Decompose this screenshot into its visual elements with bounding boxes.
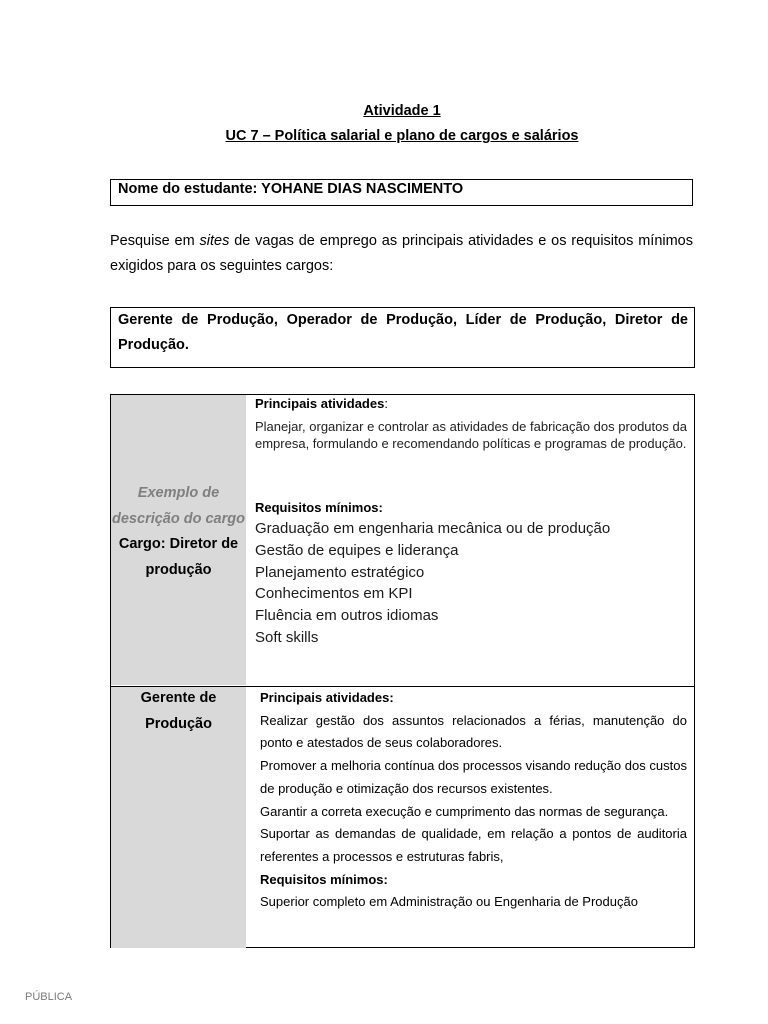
example-activities-text: Planejar, organizar e controlar as atividades de fabricação dos produtos da empresa, formulando e recomendando políticas e programas de produção. <box>255 419 687 451</box>
gerente-activity: Garantir a correta execução e cumprimento das normas de segurança. <box>260 803 669 819</box>
requirement-item: Soft skills <box>255 628 319 646</box>
example-italic-label: Exemplo de descrição do cargo <box>112 485 245 527</box>
document-title: Atividade 1 <box>363 103 441 119</box>
classification-footer: PÚBLICA <box>25 991 73 1003</box>
example-activities-heading-text: Principais atividades <box>255 396 385 411</box>
example-cargo-label: Cargo: Diretor de produção <box>118 536 239 578</box>
requirement-item: Planejamento estratégico <box>255 563 425 581</box>
requirement-item: Conhecimentos em KPI <box>255 585 413 603</box>
student-name: YOHANE DIAS NASCIMENTO <box>261 181 464 197</box>
example-content-cell <box>247 395 694 685</box>
gerente-label-cell <box>111 687 246 948</box>
gerente-requirements-heading: Requisitos mínimos: <box>260 871 388 887</box>
example-label-cell <box>111 395 246 685</box>
example-requirements-list <box>255 518 687 649</box>
instructions-paragraph <box>110 229 693 279</box>
gerente-content <box>260 687 687 914</box>
requirement-item: Gestão de equipes e liderança <box>255 541 459 559</box>
roles-box <box>110 307 695 368</box>
intro-before: Pesquise em <box>110 233 200 249</box>
roles-list: Gerente de Produção, Operador de Produção, Líder de Produção, Diretor de Produção. <box>118 312 688 353</box>
example-activities-colon: : <box>384 396 388 411</box>
gerente-label: Gerente de Produção <box>140 690 217 732</box>
gerente-activity: Realizar gestão dos assuntos relacionados a férias, manutenção do ponto e atestados de seus colaboradores. <box>260 712 687 751</box>
example-row <box>111 395 694 685</box>
gerente-activity: Suportar as demandas de qualidade, em relação a pontos de auditoria referentes a processos e estruturas fabris, <box>260 826 687 864</box>
requirement-item: Fluência em outros idiomas <box>255 607 439 625</box>
gerente-activities-heading: Principais atividades: <box>260 690 394 705</box>
job-description-table <box>110 394 695 948</box>
example-requirements-heading: Requisitos mínimos: <box>255 500 383 515</box>
student-label: Nome do estudante: <box>118 181 258 197</box>
gerente-requirement: Superior completo em Administração ou Engenharia de Produção <box>260 894 638 910</box>
intro-after: de vagas de emprego as principais atividades e os requisitos mínimos exigidos para os seguintes cargos: <box>110 233 693 274</box>
student-name-box <box>110 179 693 206</box>
gerente-activity: Promover a melhoria contínua dos processos visando redução dos custos de produção e otimização dos recursos existentes. <box>260 758 687 796</box>
requirement-item: Graduação em engenharia mecânica ou de produção <box>255 520 611 537</box>
intro-emphasis: sites <box>199 233 230 249</box>
example-label <box>111 481 246 583</box>
example-activities-heading <box>255 395 687 413</box>
document-subtitle: UC 7 – Política salarial e plano de cargos e salários <box>225 128 579 144</box>
gerente-row <box>111 686 694 948</box>
gerente-content-cell <box>247 687 694 948</box>
